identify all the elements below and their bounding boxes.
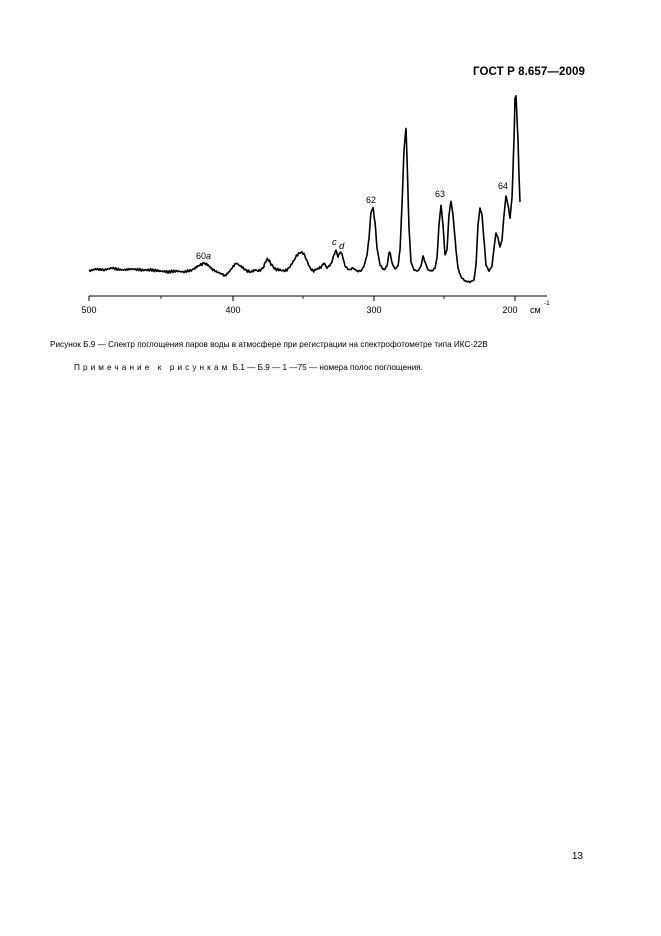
axis-unit-exponent: -1 <box>544 300 550 307</box>
note-text: Б.1 — Б.9 — 1 —75 — номера полос поглощения. <box>230 363 423 372</box>
band-63-label: 63 <box>435 189 446 199</box>
spectrum-curve <box>89 96 520 283</box>
band-c-label: c <box>332 237 337 248</box>
axis-unit-label: см <box>530 305 541 315</box>
tick-label-400: 400 <box>225 305 241 315</box>
band-d-label: d <box>339 241 345 252</box>
figure-caption: Рисунок Б.9 — Спектр поглощения паров воды в атмосфере при регистрации на спектрофотометре типа ИКС-22В <box>50 340 488 349</box>
tick-label-200: 200 <box>502 305 518 315</box>
document-standard-header: ГОСТ Р 8.657—2009 <box>473 66 585 78</box>
tick-label-300: 300 <box>366 305 382 315</box>
page-number: 13 <box>571 851 583 862</box>
band-62-label: 62 <box>366 195 377 205</box>
note-label: Примечание к рисункам <box>74 363 231 372</box>
band-64-label: 64 <box>498 181 509 191</box>
tick-label-500: 500 <box>81 305 97 315</box>
figure-note <box>74 363 423 372</box>
band-60-label: 60a <box>196 251 212 261</box>
absorption-spectrum-figure <box>0 0 661 336</box>
